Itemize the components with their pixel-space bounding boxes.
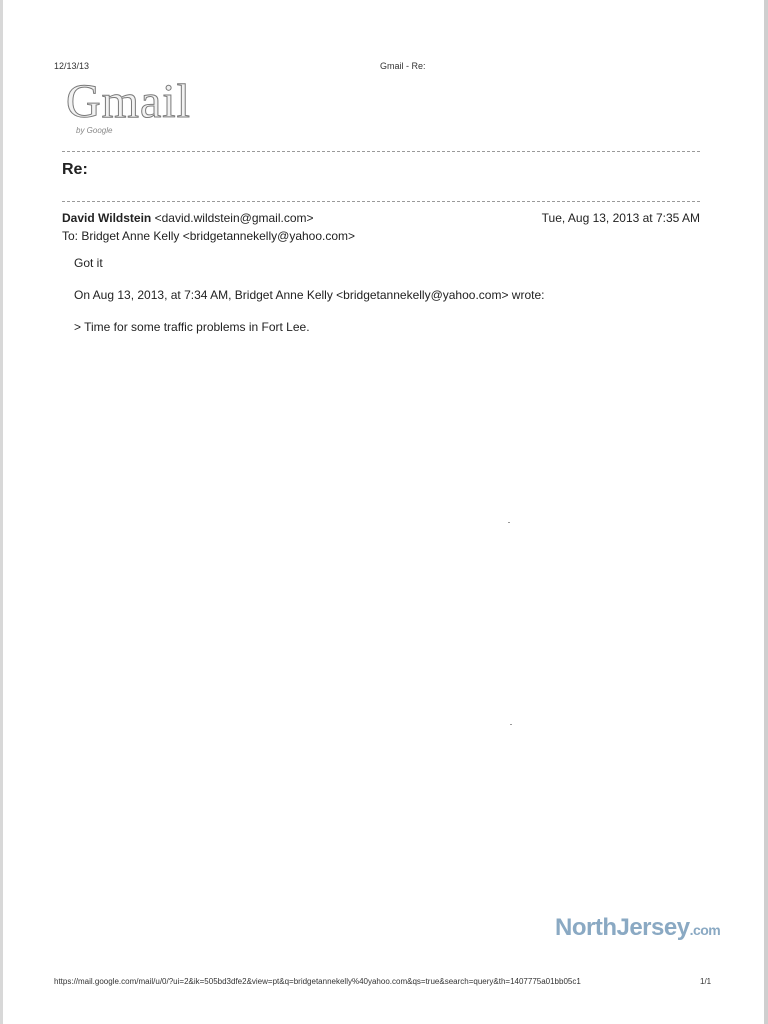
email-subject: Re: [62, 161, 88, 178]
scan-edge-left [0, 0, 3, 1024]
divider-top [62, 151, 700, 152]
sender-address: <david.wildstein@gmail.com> [154, 211, 314, 225]
print-date: 12/13/13 [54, 61, 90, 71]
print-page-number: 1/1 [700, 977, 712, 986]
gmail-logo-text: Gmail [66, 75, 191, 128]
scan-speck [510, 724, 512, 725]
divider-message [62, 201, 700, 202]
print-title: Gmail - Re: [380, 61, 426, 71]
quoted-text: > Time for some traffic problems in Fort Lee. [74, 320, 310, 334]
sender-line [62, 211, 314, 225]
northjersey-watermark [555, 914, 720, 942]
recipient-line: To: Bridget Anne Kelly <bridgetannekelly@yahoo.com> [62, 229, 356, 243]
sent-date: Tue, Aug 13, 2013 at 7:35 AM [541, 211, 700, 225]
scan-speck [508, 522, 510, 523]
scan-edge-right [764, 0, 768, 1024]
watermark-main: NorthJersey [555, 914, 690, 941]
watermark-suffix: .com [689, 922, 721, 938]
sender-name: David Wildstein [62, 211, 152, 225]
message-body: Got it [74, 256, 103, 270]
print-footer-url: https://mail.google.com/mail/u/0/?ui=2&ik=505bd3dfe2&view=pt&q=bridgetannekelly%40yahoo.com&qs=true&search=query&th=1407775a01bb05c1 [54, 977, 581, 986]
gmail-logo [66, 75, 196, 144]
gmail-logo-byline: by Google [76, 126, 113, 135]
quote-header: On Aug 13, 2013, at 7:34 AM, Bridget Anne Kelly <bridgetannekelly@yahoo.com> wrote: [74, 288, 545, 302]
